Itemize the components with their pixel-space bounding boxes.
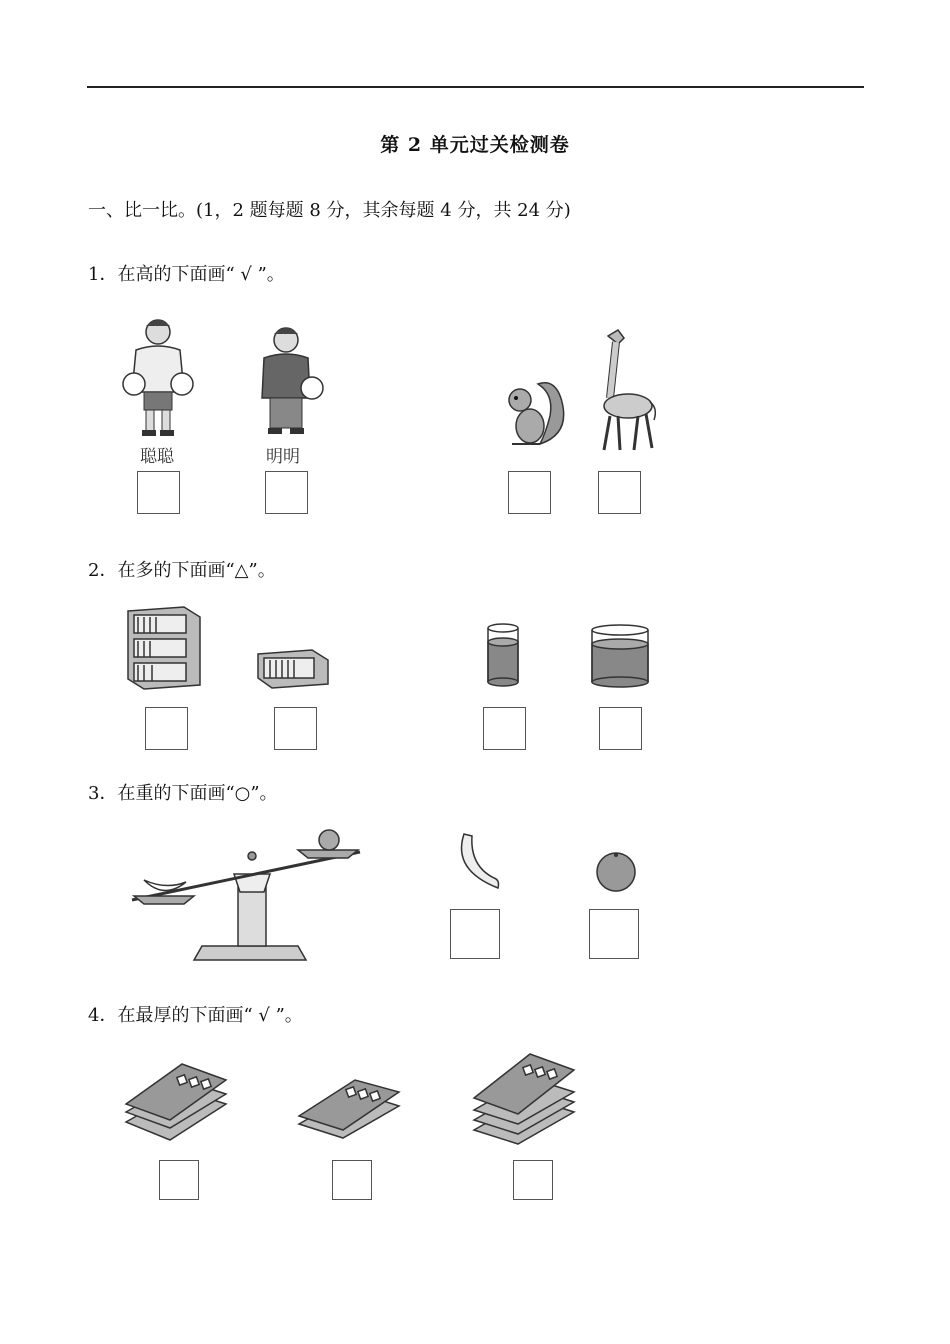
answer-box-glass-narrow[interactable] <box>483 707 526 750</box>
book-stack-icon <box>295 1076 403 1140</box>
boy-icon <box>250 322 330 438</box>
answer-box-glass-wide[interactable] <box>599 707 642 750</box>
question-4: 4．在最厚的下面画“ √ ”。 <box>88 1005 303 1026</box>
answer-box-congcong[interactable] <box>137 471 180 514</box>
balance-scale-icon <box>130 826 362 964</box>
orange-icon <box>594 850 638 892</box>
squirrel-icon <box>500 374 566 450</box>
boy-icon <box>118 314 198 438</box>
water-glass-icon <box>590 622 650 688</box>
name-label-congcong: 聪聪 <box>140 447 174 467</box>
bookshelf-icon <box>254 646 332 690</box>
answer-box-shelf-small[interactable] <box>274 707 317 750</box>
giraffe-icon <box>594 322 660 454</box>
section-heading: 一、比一比。(1，2 题每题 8 分，其余每题 4 分，共 24 分) <box>88 200 571 221</box>
answer-box-book-four[interactable] <box>513 1160 553 1200</box>
question-2: 2．在多的下面画“△”。 <box>88 560 276 581</box>
answer-box-banana[interactable] <box>450 909 500 959</box>
water-glass-icon <box>486 622 520 688</box>
banana-icon <box>452 830 504 892</box>
name-label-mingming: 明明 <box>266 447 300 467</box>
book-stack-icon <box>122 1060 230 1146</box>
answer-box-book-two[interactable] <box>159 1160 199 1200</box>
answer-box-orange[interactable] <box>589 909 639 959</box>
answer-box-giraffe[interactable] <box>598 471 641 514</box>
page-title: 第 2 单元过关检测卷 <box>380 134 570 156</box>
answer-box-book-one[interactable] <box>332 1160 372 1200</box>
book-stack-icon <box>470 1050 580 1146</box>
question-3: 3．在重的下面画“○”。 <box>88 783 278 804</box>
answer-box-squirrel[interactable] <box>508 471 551 514</box>
header-rule <box>87 86 864 88</box>
answer-box-mingming[interactable] <box>265 471 308 514</box>
question-1: 1．在高的下面画“ √ ”。 <box>88 264 285 285</box>
answer-box-shelf-large[interactable] <box>145 707 188 750</box>
bookshelf-icon <box>124 605 204 691</box>
